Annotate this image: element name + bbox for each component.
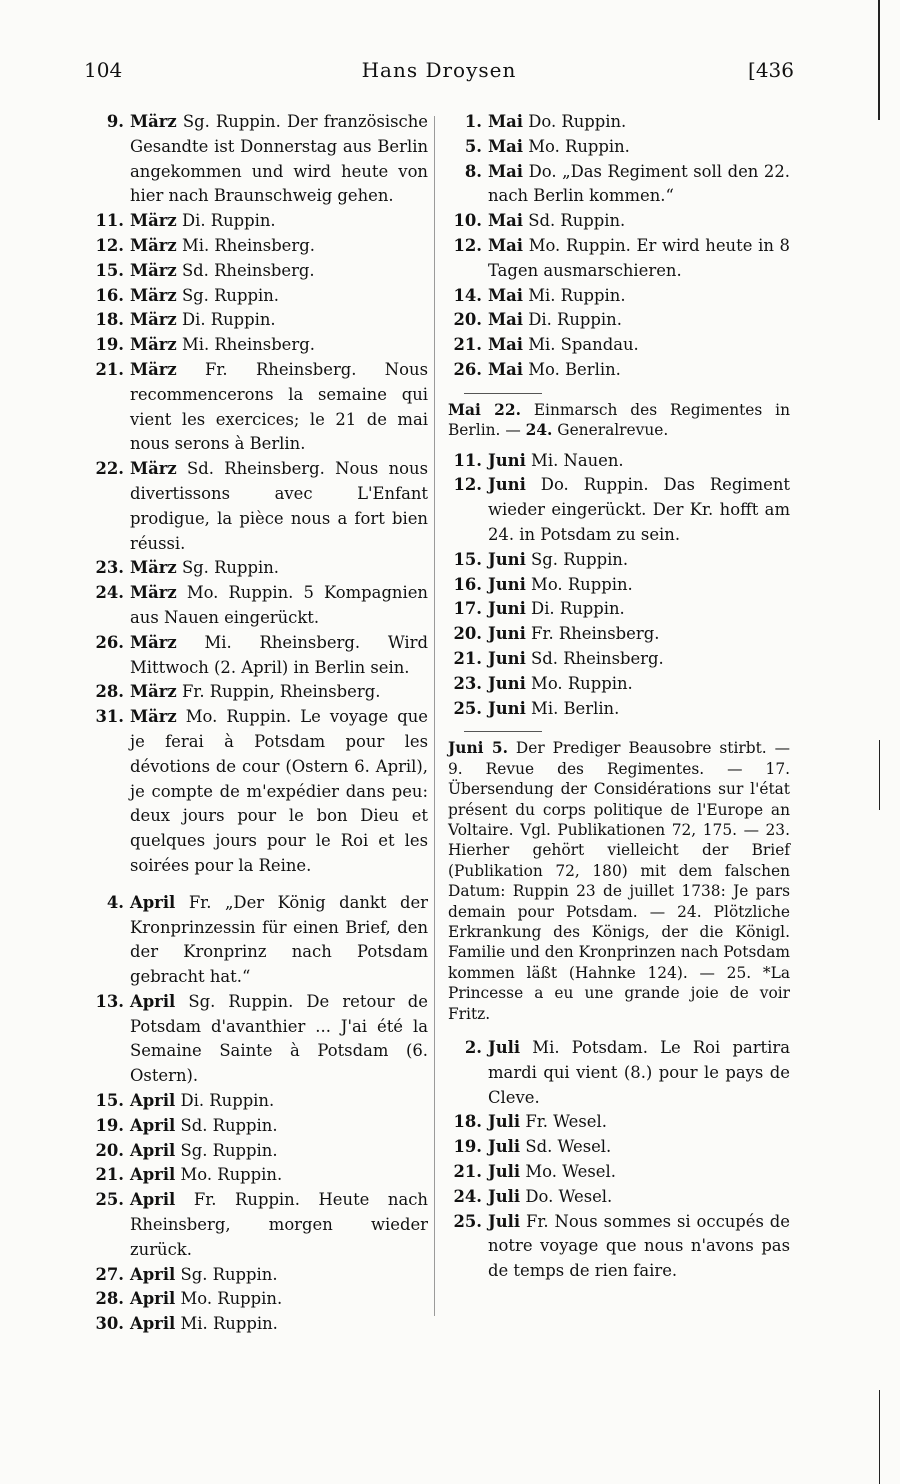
entry-text: Fr. Ruppin. Heute nach Rheinsberg, morgen wieder zurück. (130, 1190, 428, 1259)
diary-entry (446, 110, 790, 135)
diary-entry (446, 573, 790, 598)
entry-text: Do. Ruppin. Das Regiment wieder eingerückt. Der Kr. hofft am 24. in Potsdam zu sein. (488, 475, 790, 544)
entry-month: April (130, 991, 176, 1011)
entry-text: Sd. Rheinsberg. (181, 260, 315, 280)
diary-entry (88, 333, 428, 358)
entry-text: Mi. Berlin. (531, 698, 620, 718)
entry-month: Juli (488, 1137, 521, 1157)
entry-text: Di. Ruppin. (180, 1091, 275, 1111)
entry-day: 25. (453, 1211, 482, 1231)
diary-entry (446, 622, 790, 647)
diary-entry (446, 358, 790, 383)
diary-entry (446, 1185, 790, 1210)
entry-month: Juli (488, 1162, 521, 1182)
diary-entry (88, 209, 428, 234)
entry-day: 21. (95, 359, 124, 379)
entry-text: Mo. Ruppin. (180, 1165, 283, 1185)
entry-text: Sd. Rheinsberg. (531, 648, 664, 668)
entry-body (488, 622, 790, 647)
entry-month: Mai (488, 136, 523, 156)
entry-month: Mai (488, 335, 523, 355)
entry-month: Juni (488, 599, 526, 619)
entry-month: März (130, 583, 177, 603)
entry-month: April (130, 1165, 176, 1185)
entry-month: Juni (488, 698, 526, 718)
entry-text: Mo. Berlin. (528, 359, 621, 379)
entry-body (130, 581, 428, 631)
entry-text: Fr. Rheinsberg. Nous recommencerons la semaine qui vient les exercices; le 21 de mai nous serons à Berlin. (130, 359, 428, 454)
entry-body (130, 1114, 428, 1139)
entry-body (488, 135, 790, 160)
entry-day: 12. (453, 235, 482, 255)
entry-day: 1. (464, 112, 482, 131)
entry-body (130, 234, 428, 259)
diary-entry (446, 1036, 790, 1110)
note-juni: Juni 5. Der Prediger Beausobre stirbt. — 9. Revue des Regimentes. — 17. Übersendung der Considérations sur l'état présent du corps politique de l'Europe an Voltaire. Vgl. Publikationen 72, 175. — 23. Hierher gehört vielleicht der Brief (Publikation 72, 180) mit dem falschen Datum: Ruppin 23 de juillet 1738: Je pars demain pour Potsdam. — 24. Plötzliche Erkrankung des Königs, der die Königl. Familie und den Kronprinzen nach Potsdam kommen läßt (Hahnke 124). — 25. *La Princesse a eu une grande joie de voir Fritz. (448, 739, 790, 1023)
entry-day: 26. (95, 632, 124, 652)
entry-day: 21. (453, 335, 482, 355)
entry-body (488, 284, 790, 309)
entry-day: 31. (95, 707, 124, 727)
entry-day: 22. (95, 459, 124, 479)
entry-day: 24. (453, 1186, 482, 1206)
entry-text: Sg. Ruppin. (180, 1140, 278, 1160)
entry-month: Juni (488, 549, 526, 569)
diary-entry (88, 308, 428, 333)
entry-day: 5. (464, 136, 482, 156)
entry-day: 11. (453, 450, 482, 470)
entry-day: 19. (95, 1115, 124, 1135)
entry-body (130, 1188, 428, 1262)
entry-month: April (130, 1091, 176, 1111)
entry-text: Sg. Ruppin. (531, 549, 629, 569)
entry-day: 23. (95, 558, 124, 578)
entry-text: Di. Ruppin. (181, 211, 276, 231)
entry-day: 19. (453, 1137, 482, 1157)
entry-month: April (130, 1264, 176, 1284)
entry-body (130, 308, 428, 333)
diary-entry (446, 1135, 790, 1160)
scan-edge (879, 1390, 880, 1484)
entry-day: 12. (453, 475, 482, 495)
diary-entry (88, 631, 428, 681)
entry-body (130, 1312, 428, 1337)
entry-month: April (130, 1115, 176, 1135)
diary-entry (88, 1089, 428, 1114)
entry-body (130, 990, 428, 1089)
entry-day: 16. (95, 285, 124, 305)
entry-body (488, 358, 790, 383)
entry-month: März (130, 235, 177, 255)
entry-month: Juni (488, 574, 526, 594)
entry-day: 28. (95, 1289, 124, 1309)
entry-month: Mai (488, 161, 523, 181)
entry-text: Sg. Ruppin. (181, 285, 279, 305)
entry-text: Sg. Ruppin. (181, 558, 279, 578)
entry-body (130, 284, 428, 309)
entry-body (130, 358, 428, 457)
entry-text: Di. Ruppin. (531, 599, 625, 619)
diary-entry (88, 358, 428, 457)
diary-entry (88, 705, 428, 879)
diary-entry (446, 1160, 790, 1185)
entry-body (488, 1210, 790, 1284)
diary-entry (88, 1312, 428, 1337)
diary-entry (88, 990, 428, 1089)
diary-entry (446, 284, 790, 309)
entry-day: 2. (464, 1038, 482, 1058)
entry-text: Fr. Nous sommes si occupés de notre voyage que nous n'avons pas de temps de rien faire. (488, 1211, 790, 1281)
entry-text: Fr. Ruppin, Rheinsberg. (181, 682, 381, 702)
entry-day: 20. (453, 624, 482, 644)
diary-entry (446, 1210, 790, 1284)
entry-body (488, 1135, 790, 1160)
entry-body (130, 680, 428, 705)
entry-day: 12. (95, 235, 124, 255)
entry-day: 9. (106, 112, 124, 131)
entry-body (488, 110, 790, 135)
diary-entry (88, 1287, 428, 1312)
entry-text: Mo. Ruppin. Le voyage que je ferai à Potsdam pour les dévotions de cour (Ostern 6. April), je compte de m'expédier dans peu: deux jours pour le bon Dieu et quelques jours pour le Roi et les soirées pour la Reine. (130, 707, 428, 875)
entry-month: April (130, 892, 176, 912)
entry-day: 18. (95, 310, 124, 330)
entry-text: Mo. Ruppin. 5 Kompagnien aus Nauen eingerückt. (130, 583, 428, 627)
entry-month: März (130, 682, 177, 702)
entry-body (488, 234, 790, 284)
diary-entry (88, 680, 428, 705)
entry-text: Mo. Wesel. (525, 1162, 616, 1182)
diary-entry (88, 1139, 428, 1164)
entry-text: Mi. Rheinsberg. (181, 335, 315, 355)
entry-month: März (130, 632, 177, 652)
entry-text: Do. Wesel. (525, 1186, 613, 1206)
entry-body (130, 631, 428, 681)
entry-text: Sg. Ruppin. De retour de Potsdam d'avanthier ... J'ai été la Semaine Sainte à Potsdam (6. Ostern). (130, 991, 429, 1086)
entry-day: 25. (95, 1190, 124, 1210)
entry-body (488, 1110, 790, 1135)
entry-body (130, 1163, 428, 1188)
diary-entry (88, 1263, 428, 1288)
diary-entry (446, 647, 790, 672)
entry-day: 19. (95, 335, 124, 355)
entry-body (488, 473, 790, 547)
entry-month: Juli (488, 1211, 521, 1231)
diary-entry (446, 135, 790, 160)
entry-day: 4. (106, 892, 124, 912)
entry-month: Juli (488, 1186, 521, 1206)
entry-body (130, 1139, 428, 1164)
entry-text: Mo. Ruppin. (531, 673, 633, 693)
diary-entry (88, 110, 428, 209)
entry-body (488, 697, 790, 722)
entry-body (130, 209, 428, 234)
entry-text: Sd. Ruppin. (180, 1115, 278, 1135)
scan-edge (879, 740, 880, 810)
entry-body (488, 573, 790, 598)
entry-text: Fr. Wesel. (525, 1112, 607, 1132)
entry-month: Juni (488, 648, 526, 668)
entry-month: Juli (488, 1112, 521, 1132)
entry-text: Mi. Rheinsberg. Wird Mittwoch (2. April) in Berlin sein. (130, 632, 428, 677)
entry-text: Mi. Spandau. (528, 335, 639, 355)
entry-month: März (130, 558, 177, 578)
entry-text: Sd. Ruppin. (528, 211, 626, 231)
entry-body (488, 209, 790, 234)
entry-text: Fr. Rheinsberg. (531, 624, 660, 644)
entry-day: 10. (453, 211, 482, 231)
entry-body (488, 597, 790, 622)
entry-text: Mo. Ruppin. Er wird heute in 8 Tagen ausmarschieren. (488, 235, 790, 280)
entry-text: Sd. Rheinsberg. Nous nous divertissons avec L'Enfant prodigue, la pièce nous a fort bien réussi. (130, 459, 428, 553)
entry-month: Mai (488, 235, 523, 255)
entry-month: April (130, 1289, 176, 1309)
diary-entry (446, 697, 790, 722)
entry-day: 27. (95, 1264, 124, 1284)
column-divider (434, 116, 435, 1316)
note-mai: Mai 22. Einmarsch des Regimentes in Berlin. — 24. Generalrevue. (448, 400, 790, 440)
entry-month: April (130, 1190, 176, 1210)
diary-entry (88, 891, 428, 990)
entry-month: Juni (488, 450, 526, 470)
entry-body (130, 333, 428, 358)
entry-month: Juni (488, 673, 526, 693)
entry-body (488, 449, 790, 474)
entry-day: 28. (95, 682, 124, 702)
diary-entry (88, 556, 428, 581)
diary-entry (446, 1110, 790, 1135)
entry-month: März (130, 335, 177, 355)
scan-edge (878, 0, 880, 120)
entry-month: Mai (488, 112, 523, 131)
june-entries (446, 449, 790, 722)
entry-body (130, 1287, 428, 1312)
diary-entry (446, 473, 790, 547)
entry-day: 15. (95, 1091, 124, 1111)
diary-entry (88, 457, 428, 556)
entry-body (130, 891, 428, 990)
note-separator (464, 393, 542, 394)
entry-day: 16. (453, 574, 482, 594)
july-entries (446, 1036, 790, 1284)
entry-month: Mai (488, 359, 523, 379)
entry-month: März (130, 707, 177, 727)
entry-body (488, 1160, 790, 1185)
entry-month: Juni (488, 624, 526, 644)
diary-entry (446, 209, 790, 234)
entry-body (488, 672, 790, 697)
entry-body (488, 160, 790, 210)
running-title: Hans Droysen (361, 58, 517, 82)
may-entries (446, 110, 790, 383)
entry-month: März (130, 260, 177, 280)
diary-entry (88, 259, 428, 284)
entry-body (488, 308, 790, 333)
page-reference: [436 (748, 58, 794, 82)
entry-month: April (130, 1140, 176, 1160)
diary-entry (446, 548, 790, 573)
entry-text: Mi. Ruppin. (180, 1314, 278, 1334)
diary-entry (446, 308, 790, 333)
diary-entry (446, 160, 790, 210)
entry-day: 13. (95, 991, 124, 1011)
note-separator (464, 731, 542, 732)
entry-day: 21. (95, 1165, 124, 1185)
entry-text: Mi. Nauen. (531, 450, 624, 470)
diary-entry (446, 234, 790, 284)
entry-month: März (130, 359, 177, 379)
entry-text: Mo. Ruppin. (531, 574, 633, 594)
entry-text: Do. Ruppin. (528, 112, 627, 131)
right-column (446, 110, 790, 1284)
entry-day: 15. (95, 260, 124, 280)
entry-day: 20. (453, 310, 482, 330)
entry-day: 17. (453, 599, 482, 619)
entry-day: 15. (453, 549, 482, 569)
entry-month: Juni (488, 475, 526, 495)
entry-text: Mi. Rheinsberg. (181, 235, 315, 255)
entry-month: Juli (488, 1038, 521, 1058)
entry-body (488, 647, 790, 672)
entry-month: Mai (488, 211, 523, 231)
entry-day: 8. (464, 161, 482, 181)
entry-body (130, 259, 428, 284)
entry-text: Sd. Wesel. (525, 1137, 612, 1157)
entry-body (130, 556, 428, 581)
diary-entry (88, 1114, 428, 1139)
entry-text: Mi. Ruppin. (528, 285, 626, 305)
entry-day: 14. (453, 285, 482, 305)
entry-month: März (130, 285, 177, 305)
entry-day: 21. (453, 1162, 482, 1182)
entry-day: 20. (95, 1140, 124, 1160)
entry-day: 23. (453, 673, 482, 693)
entry-day: 25. (453, 698, 482, 718)
entry-body (488, 333, 790, 358)
entry-body (130, 1263, 428, 1288)
diary-entry (88, 1163, 428, 1188)
left-column (88, 110, 428, 1337)
entry-month: April (130, 1314, 176, 1334)
diary-entry (446, 672, 790, 697)
entry-month: März (130, 112, 177, 131)
entry-text: Mo. Ruppin. (528, 136, 630, 156)
diary-entry (88, 1188, 428, 1262)
entry-text: Sg. Ruppin. Der französische Gesandte ist Donnerstag aus Berlin angekommen und wird heute von hier nach Braunschweig gehen. (130, 112, 428, 206)
entry-day: 21. (453, 648, 482, 668)
entry-day: 26. (453, 359, 482, 379)
entry-body (488, 548, 790, 573)
entry-text: Mi. Potsdam. Le Roi partira mardi qui vient (8.) pour le pays de Cleve. (488, 1038, 790, 1107)
entry-text: Fr. „Der König dankt der Kronprinzessin für einen Brief, den der Kronprinz nach Potsdam gebracht hat.“ (130, 892, 428, 987)
entry-body (488, 1036, 790, 1110)
entry-month: Mai (488, 310, 523, 330)
entry-text: Do. „Das Regiment soll den 22. nach Berlin kommen.“ (488, 161, 790, 206)
entry-day: 24. (95, 583, 124, 603)
diary-entry (88, 234, 428, 259)
page-number: 104 (84, 58, 123, 82)
entry-day: 11. (95, 211, 124, 231)
diary-entry (446, 449, 790, 474)
entry-month: März (130, 211, 177, 231)
entry-body (488, 1185, 790, 1210)
diary-entry (446, 333, 790, 358)
entry-body (130, 457, 428, 556)
entry-month: März (130, 310, 177, 330)
entry-text: Di. Ruppin. (528, 310, 622, 330)
entry-day: 30. (95, 1314, 124, 1334)
entry-text: Mo. Ruppin. (180, 1289, 283, 1309)
entry-text: Di. Ruppin. (181, 310, 276, 330)
entry-month: Mai (488, 285, 523, 305)
entry-day: 18. (453, 1112, 482, 1132)
entry-body (130, 705, 428, 879)
page-header (84, 58, 794, 88)
entry-month: März (130, 459, 177, 479)
entry-text: Sg. Ruppin. (180, 1264, 278, 1284)
diary-entry (446, 597, 790, 622)
entry-body (130, 1089, 428, 1114)
diary-entry (88, 284, 428, 309)
diary-entry (88, 581, 428, 631)
entry-body (130, 110, 428, 209)
